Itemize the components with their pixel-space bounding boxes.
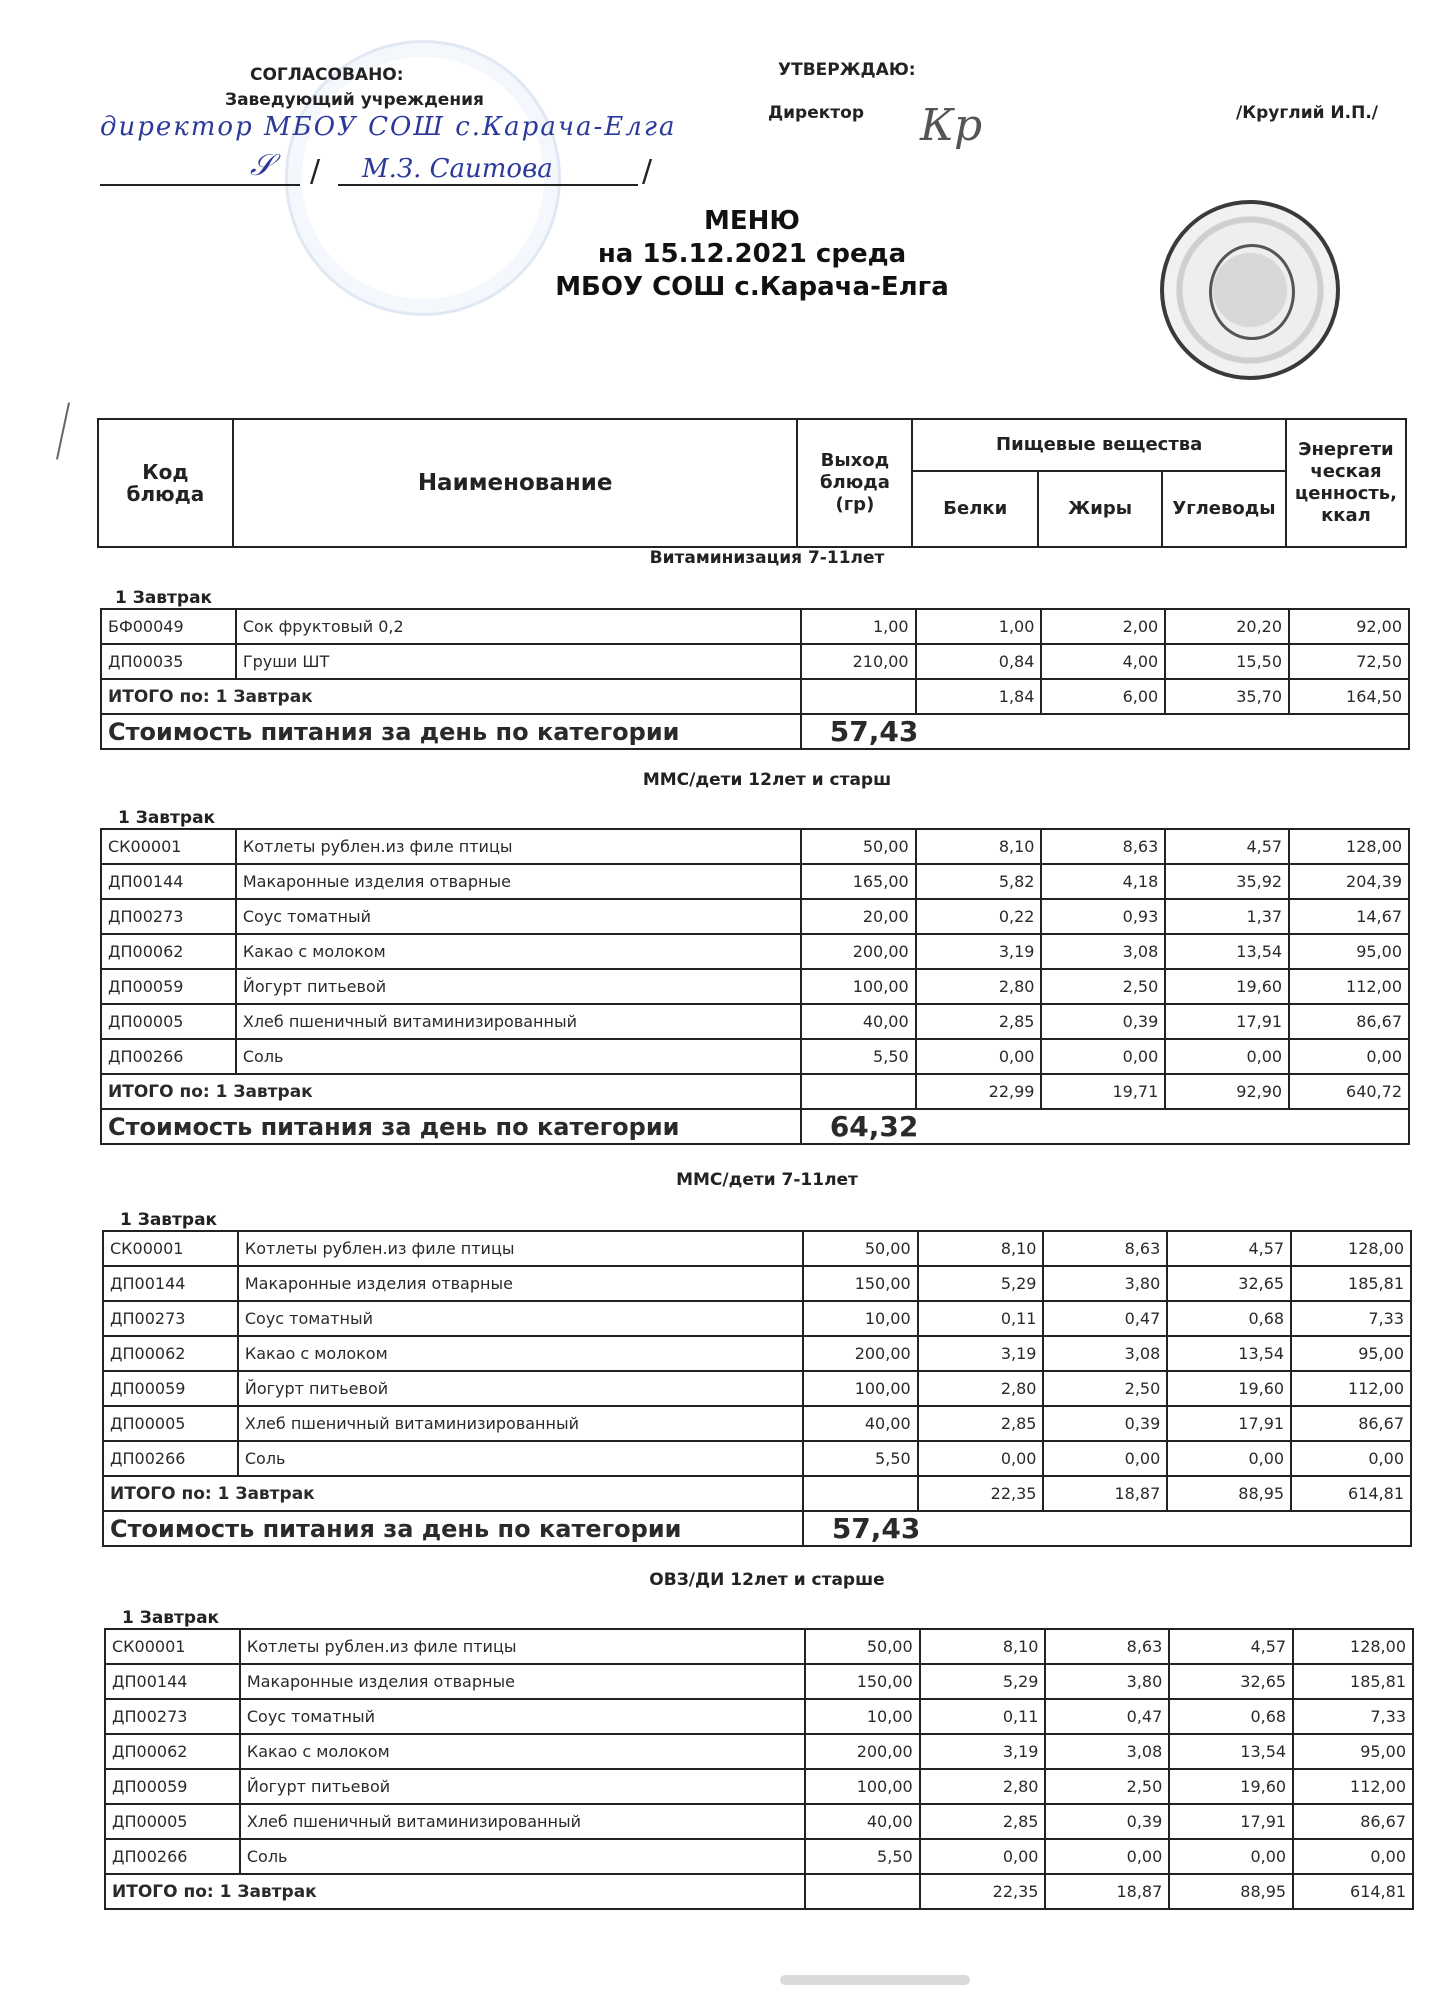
total-protein: 22,35	[920, 1874, 1046, 1909]
cell-code: СК00001	[101, 829, 236, 864]
cost-value: 57,43	[801, 714, 1409, 749]
cost-label: Стоимость питания за день по категории	[101, 1109, 801, 1144]
cell-fat: 3,80	[1043, 1266, 1167, 1301]
cell-carbs: 4,57	[1167, 1231, 1291, 1266]
table-row	[103, 1301, 1411, 1336]
cell-yield: 100,00	[801, 969, 916, 1004]
cell-yield: 150,00	[803, 1266, 918, 1301]
signature-scribble-icon: 𝒮	[250, 148, 274, 183]
cell-yield: 5,50	[805, 1839, 920, 1874]
cell-carbs: 35,92	[1165, 864, 1289, 899]
cell-kcal: 128,00	[1293, 1629, 1413, 1664]
cell-kcal: 185,81	[1291, 1266, 1411, 1301]
cell-yield: 200,00	[801, 934, 916, 969]
cell-yield: 150,00	[805, 1664, 920, 1699]
header-carbs: Углеводы	[1162, 471, 1286, 547]
cell-name: Йогурт питьевой	[236, 969, 801, 1004]
cell-carbs: 19,60	[1165, 969, 1289, 1004]
cell-code: ДП00144	[103, 1266, 238, 1301]
cell-protein: 2,80	[918, 1371, 1044, 1406]
cell-code: ДП00273	[105, 1699, 240, 1734]
cell-protein: 3,19	[916, 934, 1042, 969]
table-row	[103, 1231, 1411, 1266]
table-row	[103, 1406, 1411, 1441]
approve-title: УТВЕРЖДАЮ:	[778, 60, 916, 80]
cell-carbs: 13,54	[1165, 934, 1289, 969]
table-row	[105, 1839, 1413, 1874]
pen-mark	[56, 402, 70, 459]
total-kcal: 614,81	[1291, 1476, 1411, 1511]
cell-carbs: 19,60	[1167, 1371, 1291, 1406]
cell-fat: 0,39	[1041, 1004, 1165, 1039]
cell-code: ДП00266	[101, 1039, 236, 1074]
cell-protein: 0,84	[916, 644, 1042, 679]
cell-carbs: 0,00	[1167, 1441, 1291, 1476]
cell-yield: 10,00	[803, 1301, 918, 1336]
total-label: ИТОГО по: 1 Завтрак	[105, 1874, 805, 1909]
table-row	[101, 829, 1409, 864]
cell-kcal: 14,67	[1289, 899, 1409, 934]
header-energy: Энергети ческая ценность, ккал	[1286, 419, 1406, 547]
cell-code: ДП00059	[103, 1371, 238, 1406]
cell-protein: 2,85	[920, 1804, 1046, 1839]
cell-kcal: 92,00	[1289, 609, 1409, 644]
cell-carbs: 4,57	[1165, 829, 1289, 864]
meal-label: 1 Завтрак	[115, 588, 213, 608]
cell-yield: 200,00	[805, 1734, 920, 1769]
cell-kcal: 128,00	[1289, 829, 1409, 864]
cell-code: ДП00059	[101, 969, 236, 1004]
cell-code: ДП00266	[105, 1839, 240, 1874]
table-row	[105, 1629, 1413, 1664]
cell-yield: 10,00	[805, 1699, 920, 1734]
cell-kcal: 7,33	[1291, 1301, 1411, 1336]
table-row	[101, 1039, 1409, 1074]
cell-protein: 2,80	[916, 969, 1042, 1004]
total-fat: 19,71	[1041, 1074, 1165, 1109]
cell-name: Хлеб пшеничный витаминизированный	[240, 1804, 805, 1839]
table-row	[101, 864, 1409, 899]
cell-kcal: 204,39	[1289, 864, 1409, 899]
cell-code: СК00001	[103, 1231, 238, 1266]
table-row	[105, 1734, 1413, 1769]
table-row	[103, 1441, 1411, 1476]
name-underline	[338, 184, 638, 186]
cell-carbs: 19,60	[1169, 1769, 1293, 1804]
cell-protein: 2,80	[920, 1769, 1046, 1804]
cell-kcal: 95,00	[1289, 934, 1409, 969]
total-label: ИТОГО по: 1 Завтрак	[101, 679, 801, 714]
cell-code: ДП00062	[105, 1734, 240, 1769]
meal-label: 1 Завтрак	[122, 1608, 220, 1628]
total-protein: 22,35	[918, 1476, 1044, 1511]
cell-code: ДП00144	[101, 864, 236, 899]
cell-code: ДП00144	[105, 1664, 240, 1699]
section-title: ММС/дети 12лет и старш	[642, 770, 892, 790]
cell-fat: 0,47	[1043, 1301, 1167, 1336]
table-row	[101, 609, 1409, 644]
header-yield: Выход блюда (гр)	[797, 419, 912, 547]
agreed-title: СОГЛАСОВАНО:	[250, 65, 404, 85]
total-carbs: 88,95	[1169, 1874, 1293, 1909]
title-school: МБОУ СОШ с.Карача-Елга	[555, 272, 949, 302]
slash-divider: /	[642, 154, 653, 189]
cell-carbs: 15,50	[1165, 644, 1289, 679]
cell-code: ДП00035	[101, 644, 236, 679]
cell-kcal: 86,67	[1289, 1004, 1409, 1039]
total-row	[103, 1476, 1411, 1511]
cell-code: ДП00062	[101, 934, 236, 969]
cell-empty	[801, 679, 916, 714]
cell-name: Соль	[238, 1441, 803, 1476]
total-row	[101, 1074, 1409, 1109]
cell-yield: 50,00	[803, 1231, 918, 1266]
cell-name: Какао с молоком	[238, 1336, 803, 1371]
cost-row	[101, 1109, 1409, 1144]
cell-protein: 0,00	[918, 1441, 1044, 1476]
slash-divider: /	[310, 154, 321, 189]
table-header	[97, 418, 1407, 548]
cell-yield: 200,00	[803, 1336, 918, 1371]
scan-smudge	[780, 1975, 970, 1985]
total-protein: 1,84	[916, 679, 1042, 714]
cell-carbs: 32,65	[1167, 1266, 1291, 1301]
cell-kcal: 72,50	[1289, 644, 1409, 679]
cell-fat: 0,00	[1043, 1441, 1167, 1476]
header-fat: Жиры	[1038, 471, 1162, 547]
cell-name: Груши ШТ	[236, 644, 801, 679]
signature-underline	[100, 184, 300, 186]
cell-protein: 0,11	[918, 1301, 1044, 1336]
cell-yield: 20,00	[801, 899, 916, 934]
cell-carbs: 17,91	[1167, 1406, 1291, 1441]
cell-name: Котлеты рублен.из филе птицы	[236, 829, 801, 864]
cell-protein: 8,10	[918, 1231, 1044, 1266]
table-row	[101, 899, 1409, 934]
cell-code: ДП00266	[103, 1441, 238, 1476]
cell-fat: 3,80	[1045, 1664, 1169, 1699]
cell-name: Соус томатный	[236, 899, 801, 934]
cell-carbs: 13,54	[1169, 1734, 1293, 1769]
cell-fat: 3,08	[1045, 1734, 1169, 1769]
cell-yield: 50,00	[801, 829, 916, 864]
table-row	[105, 1664, 1413, 1699]
total-row	[105, 1874, 1413, 1909]
cell-protein: 2,85	[918, 1406, 1044, 1441]
cell-name: Котлеты рублен.из филе птицы	[240, 1629, 805, 1664]
cell-carbs: 20,20	[1165, 609, 1289, 644]
cell-name: Какао с молоком	[240, 1734, 805, 1769]
cell-kcal: 0,00	[1291, 1441, 1411, 1476]
cell-fat: 0,39	[1043, 1406, 1167, 1441]
cell-carbs: 0,00	[1165, 1039, 1289, 1074]
cell-kcal: 86,67	[1291, 1406, 1411, 1441]
cell-name: Соль	[240, 1839, 805, 1874]
cell-yield: 100,00	[805, 1769, 920, 1804]
cell-kcal: 128,00	[1291, 1231, 1411, 1266]
agreed-signature-line	[100, 140, 660, 188]
cell-code: ДП00005	[105, 1804, 240, 1839]
title-menu: МЕНЮ	[704, 206, 800, 236]
cell-name: Хлеб пшеничный витаминизированный	[236, 1004, 801, 1039]
header-nutrients: Пищевые вещества	[912, 419, 1286, 471]
cell-fat: 0,00	[1041, 1039, 1165, 1074]
cell-fat: 2,00	[1041, 609, 1165, 644]
section-title: ММС/дети 7-11лет	[676, 1170, 858, 1190]
cell-code: ДП00005	[103, 1406, 238, 1441]
agreed-role: Заведующий учреждения	[225, 90, 484, 110]
cell-yield: 50,00	[805, 1629, 920, 1664]
section-title: Витаминизация 7-11лет	[649, 548, 885, 568]
cell-protein: 0,00	[920, 1839, 1046, 1874]
total-protein: 22,99	[916, 1074, 1042, 1109]
table-row	[103, 1266, 1411, 1301]
cell-name: Йогурт питьевой	[240, 1769, 805, 1804]
cell-name: Макаронные изделия отварные	[236, 864, 801, 899]
section-table-mms-12-plus	[100, 828, 1410, 1145]
total-fat: 18,87	[1045, 1874, 1169, 1909]
cell-fat: 2,50	[1045, 1769, 1169, 1804]
cell-kcal: 86,67	[1293, 1804, 1413, 1839]
cell-code: СК00001	[105, 1629, 240, 1664]
cell-fat: 8,63	[1043, 1231, 1167, 1266]
cell-fat: 3,08	[1041, 934, 1165, 969]
cell-code: БФ00049	[101, 609, 236, 644]
cell-name: Котлеты рублен.из филе птицы	[238, 1231, 803, 1266]
cell-protein: 0,11	[920, 1699, 1046, 1734]
cell-fat: 0,47	[1045, 1699, 1169, 1734]
cell-carbs: 13,54	[1167, 1336, 1291, 1371]
cell-name: Соус томатный	[240, 1699, 805, 1734]
cost-value: 57,43	[803, 1511, 1411, 1546]
table-row	[105, 1699, 1413, 1734]
cell-empty	[805, 1874, 920, 1909]
meal-label: 1 Завтрак	[120, 1210, 218, 1230]
cell-name: Макаронные изделия отварные	[240, 1664, 805, 1699]
handwritten-role: директор МБОУ СОШ с.Карача-Елга	[100, 112, 677, 142]
cell-fat: 0,93	[1041, 899, 1165, 934]
cell-kcal: 0,00	[1289, 1039, 1409, 1074]
cell-kcal: 95,00	[1293, 1734, 1413, 1769]
cell-empty	[803, 1476, 918, 1511]
cell-yield: 5,50	[801, 1039, 916, 1074]
cell-protein: 5,29	[918, 1266, 1044, 1301]
cell-kcal: 112,00	[1291, 1371, 1411, 1406]
cell-name: Макаронные изделия отварные	[238, 1266, 803, 1301]
cell-protein: 5,82	[916, 864, 1042, 899]
cell-yield: 40,00	[805, 1804, 920, 1839]
cell-kcal: 112,00	[1289, 969, 1409, 1004]
table-row	[103, 1371, 1411, 1406]
cell-protein: 0,00	[916, 1039, 1042, 1074]
cell-name: Соус томатный	[238, 1301, 803, 1336]
cell-kcal: 185,81	[1293, 1664, 1413, 1699]
cell-yield: 165,00	[801, 864, 916, 899]
total-row	[101, 679, 1409, 714]
cell-carbs: 1,37	[1165, 899, 1289, 934]
cell-fat: 4,00	[1041, 644, 1165, 679]
cell-carbs: 0,00	[1169, 1839, 1293, 1874]
total-label: ИТОГО по: 1 Завтрак	[101, 1074, 801, 1109]
table-row	[105, 1804, 1413, 1839]
cell-protein: 8,10	[920, 1629, 1046, 1664]
cost-label: Стоимость питания за день по категории	[103, 1511, 803, 1546]
cost-label: Стоимость питания за день по категории	[101, 714, 801, 749]
table-row	[101, 969, 1409, 1004]
cell-name: Соль	[236, 1039, 801, 1074]
cell-kcal: 95,00	[1291, 1336, 1411, 1371]
cell-yield: 1,00	[801, 609, 916, 644]
cell-carbs: 0,68	[1169, 1699, 1293, 1734]
total-label: ИТОГО по: 1 Завтрак	[103, 1476, 803, 1511]
cell-yield: 40,00	[801, 1004, 916, 1039]
table-row	[105, 1769, 1413, 1804]
cell-fat: 0,39	[1045, 1804, 1169, 1839]
cell-yield: 5,50	[803, 1441, 918, 1476]
cell-code: ДП00059	[105, 1769, 240, 1804]
cell-fat: 8,63	[1041, 829, 1165, 864]
table-row	[101, 934, 1409, 969]
cost-row	[101, 714, 1409, 749]
cell-code: ДП00062	[103, 1336, 238, 1371]
cell-fat: 4,18	[1041, 864, 1165, 899]
table-row	[101, 644, 1409, 679]
cell-code: ДП00005	[101, 1004, 236, 1039]
cell-yield: 100,00	[803, 1371, 918, 1406]
cell-name: Хлеб пшеничный витаминизированный	[238, 1406, 803, 1441]
cell-protein: 0,22	[916, 899, 1042, 934]
header-protein: Белки	[912, 471, 1038, 547]
cell-fat: 3,08	[1043, 1336, 1167, 1371]
cell-protein: 2,85	[916, 1004, 1042, 1039]
cell-kcal: 7,33	[1293, 1699, 1413, 1734]
cost-row	[103, 1511, 1411, 1546]
section-table-vitamin-7-11	[100, 608, 1410, 750]
cell-fat: 2,50	[1043, 1371, 1167, 1406]
approve-name: /Круглий И.П./	[1236, 103, 1379, 123]
cell-carbs: 17,91	[1165, 1004, 1289, 1039]
cell-fat: 2,50	[1041, 969, 1165, 1004]
cell-carbs: 17,91	[1169, 1804, 1293, 1839]
title-date: на 15.12.2021 среда	[597, 239, 907, 269]
total-carbs: 88,95	[1167, 1476, 1291, 1511]
cell-name: Йогурт питьевой	[238, 1371, 803, 1406]
meal-label: 1 Завтрак	[118, 808, 216, 828]
cell-protein: 3,19	[918, 1336, 1044, 1371]
cell-carbs: 4,57	[1169, 1629, 1293, 1664]
cell-empty	[801, 1074, 916, 1109]
section-title: ОВЗ/ДИ 12лет и старше	[649, 1570, 885, 1590]
handwritten-name: М.З. Саитова	[362, 154, 553, 184]
total-kcal: 640,72	[1289, 1074, 1409, 1109]
cell-fat: 0,00	[1045, 1839, 1169, 1874]
table-row	[101, 1004, 1409, 1039]
total-fat: 18,87	[1043, 1476, 1167, 1511]
cell-fat: 8,63	[1045, 1629, 1169, 1664]
section-table-mms-7-11	[102, 1230, 1412, 1547]
director-signature: Кр	[920, 100, 983, 151]
total-carbs: 92,90	[1165, 1074, 1289, 1109]
cell-carbs: 0,68	[1167, 1301, 1291, 1336]
page-title	[0, 205, 1454, 304]
header-code: Код блюда	[98, 419, 233, 547]
cell-kcal: 0,00	[1293, 1839, 1413, 1874]
total-fat: 6,00	[1041, 679, 1165, 714]
cell-code: ДП00273	[103, 1301, 238, 1336]
cell-name: Сок фруктовый 0,2	[236, 609, 801, 644]
cell-protein: 3,19	[920, 1734, 1046, 1769]
cell-yield: 210,00	[801, 644, 916, 679]
cell-protein: 8,10	[916, 829, 1042, 864]
cell-code: ДП00273	[101, 899, 236, 934]
cost-value: 64,32	[801, 1109, 1409, 1144]
section-table-ovz-12-plus	[104, 1628, 1414, 1910]
total-kcal: 614,81	[1293, 1874, 1413, 1909]
cell-protein: 1,00	[916, 609, 1042, 644]
total-carbs: 35,70	[1165, 679, 1289, 714]
cell-protein: 5,29	[920, 1664, 1046, 1699]
cell-kcal: 112,00	[1293, 1769, 1413, 1804]
total-kcal: 164,50	[1289, 679, 1409, 714]
table-row	[103, 1336, 1411, 1371]
cell-name: Какао с молоком	[236, 934, 801, 969]
cell-carbs: 32,65	[1169, 1664, 1293, 1699]
cell-yield: 40,00	[803, 1406, 918, 1441]
approve-role: Директор	[768, 103, 864, 123]
header-name: Наименование	[233, 419, 798, 547]
